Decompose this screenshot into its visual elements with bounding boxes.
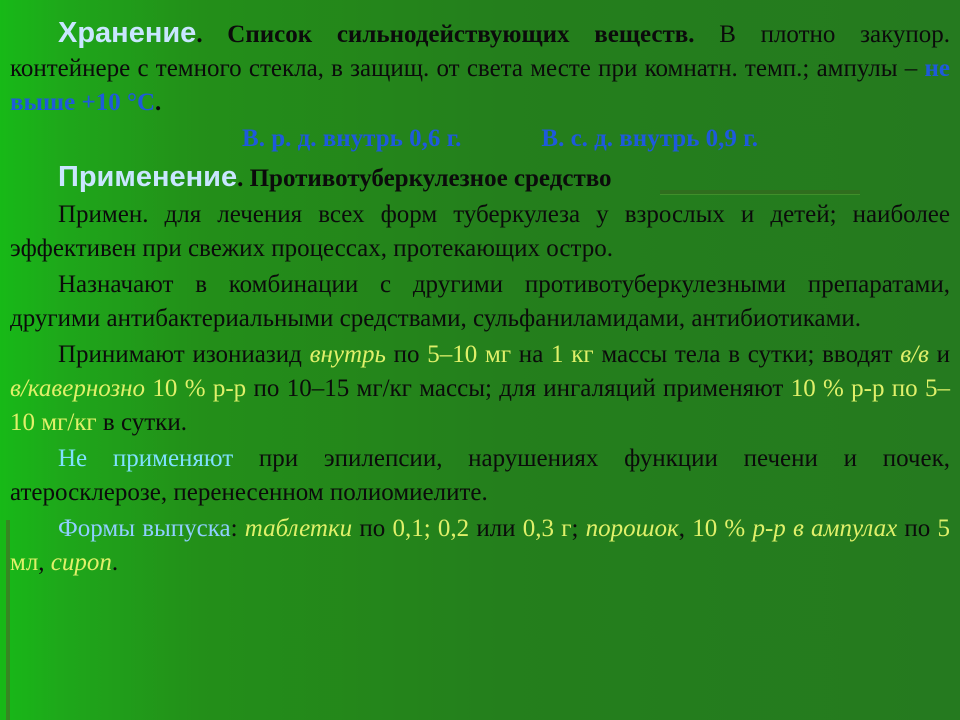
dosage-text-8: в сутки. — [96, 409, 187, 436]
dose-row — [50, 122, 950, 156]
storage-temperature: не выше +10 °С — [10, 55, 951, 116]
forms-tablet-doses: 0,1; 0,2 — [392, 515, 470, 542]
paragraph-dosage — [10, 338, 950, 440]
dosage-amount: 5–10 мг — [427, 341, 512, 368]
dosage-solution: 10 % р-р — [152, 375, 247, 402]
dosage-inhalation: 10 % р-р по 5–10 мг/кг — [10, 375, 951, 436]
storage-end: . — [155, 89, 162, 116]
dosage-text-5: и — [928, 341, 951, 368]
dosage-route-oral: внутрь — [309, 341, 386, 368]
storage-text: В плотно закупор. контейнере с темного стекла, в защищ. от света месте при комнатн. темп.; ампулы – — [10, 21, 950, 82]
single-dose: В. р. д. внутрь 0,6 г. — [242, 125, 462, 152]
application-subheading: Противотуберкулезное средство — [249, 165, 612, 192]
forms-text-4: ; — [571, 515, 586, 542]
slide-content — [10, 16, 950, 580]
forms-text-1: : — [230, 515, 245, 542]
dosage-text-4: массы тела в сутки; вводят — [593, 341, 901, 368]
dosage-route-iv: в/в — [900, 341, 929, 368]
paragraph-indications: Примен. для лечения всех форм туберкулеза у взрослых и детей; наиболее эффективен при свежих процессах, протекающих остро. — [10, 201, 950, 262]
dosage-text-7: по 10–15 мг/кг массы; для ингаляций применяют — [246, 375, 791, 402]
forms-text-9: . — [111, 549, 119, 576]
contraindications-label: Не применяют — [58, 445, 234, 472]
dosage-text-2: по — [385, 341, 428, 368]
application-paragraph — [10, 160, 950, 196]
forms-text-5: , — [678, 515, 693, 542]
storage-subheading: Список сильнодействующих веществ. — [227, 21, 695, 48]
forms-text-7: по — [897, 515, 938, 542]
paragraph-contraindications — [10, 442, 950, 510]
forms-tablet-dose-last: 0,3 г — [522, 515, 572, 542]
paragraph-combination: Назначают в комбинации с другими противотуберкулезными препаратами, другими антибактериальными средствами, сульфаниламидами, антибиотиками. — [10, 271, 950, 332]
application-heading: Применение — [58, 161, 238, 193]
dosage-text-3: на — [511, 341, 552, 368]
forms-text-3: или — [469, 515, 523, 542]
dosage-route-cavern: в/кавернозно — [10, 375, 146, 402]
forms-tablets: таблетки — [244, 515, 353, 542]
dosage-per-kg: 1 кг — [551, 341, 594, 368]
forms-syrup: сироп — [50, 549, 112, 576]
forms-powder: порошок — [585, 515, 679, 542]
storage-heading: Хранение — [58, 17, 197, 49]
forms-text-8: , — [38, 549, 51, 576]
dosage-text-1: Принимают изониазид — [58, 341, 310, 368]
storage-heading-dot: . — [196, 21, 203, 48]
contraindications-text: при эпилепсии, нарушениях функции печени и почек, атеросклерозе, перенесенном полиомиелите. — [10, 445, 950, 506]
forms-label: Формы выпуска — [58, 515, 231, 542]
daily-dose: В. с. д. внутрь 0,9 г. — [541, 125, 758, 152]
forms-ampoules: р-р в ампулах — [752, 515, 898, 542]
forms-solution-percent: 10 % — [692, 515, 746, 542]
forms-text-2: по — [352, 515, 393, 542]
application-heading-dot: . — [237, 165, 244, 192]
forms-volume: 5 мл — [10, 515, 951, 576]
paragraph-forms — [10, 512, 950, 580]
storage-paragraph — [10, 16, 950, 120]
